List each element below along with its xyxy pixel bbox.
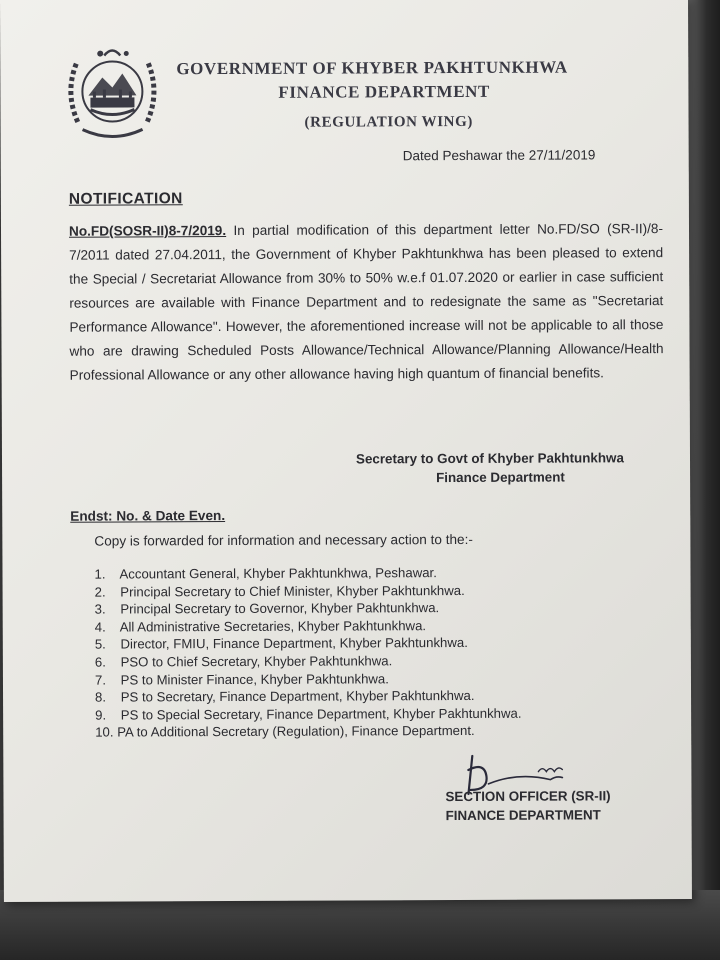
letterhead-department: FINANCE DEPARTMENT [278,81,490,102]
copy-forward-line: Copy is forwarded for information and necessary action to the:- [94,531,473,549]
list-item: 7. PS to Minister Finance, Khyber Pakhtunkhwa. [94,670,389,688]
list-item: 1. Accountant General, Khyber Pakhtunkhwa, Peshawar. [94,565,437,582]
letterhead-government: GOVERNMENT OF KHYBER PAKHTUNKHWA [176,57,568,79]
government-emblem-icon [60,43,164,143]
section-officer-block [445,786,610,825]
letterhead-wing: (REGULATION WING) [304,113,473,131]
list-item: 9. PS to Special Secretary, Finance Department, Khyber Pakhtunkhwa. [95,705,522,723]
list-item: 8. PS to Secretary, Finance Department, Khyber Pakhtunkhwa. [95,688,475,705]
list-item: 6. PSO to Chief Secretary, Khyber Pakhtunkhwa. [94,653,393,670]
date-line: Dated Peshawar the 27/11/2019 [402,147,596,164]
list-item: 5. Director, FMIU, Finance Department, Khyber Pakhtunkhwa. [94,635,468,652]
secretary-signature-block [356,448,624,487]
reference-number: No.FD(SOSR-II)8-7/2019. [68,223,227,239]
secretary-department: Finance Department [436,469,565,486]
list-item: 10. PA to Additional Secretary (Regulation), Finance Department. [95,723,475,740]
list-item: 3. Principal Secretary to Governor, Khyber Pakhtunkhwa. [94,600,440,617]
list-item: 4. All Administrative Secretaries, Khyber Pakhtunkhwa. [94,617,427,635]
body-paragraph: In partial modification of this department letter No.FD/SO (SR-II)/8-7/2011 dated 27.04.2011, the Government of Khyber Pakhtunkhwa has been pleased to extend the Special / Secretariat Allowance from 30% to 50% w.e.f 01.07.2020 or earlier in case sufficient resources are available with Finance Department and to redesignate the same as "Secretariat Performance Allowance". However, the aforementioned increase will not be applicable to all those who are drawing Scheduled Posts Allowance/Technical Allowance/Planning Allowance/Health Professional Allowance or any other allowance having high quantum of financial benefits. [69,221,664,383]
distribution-list [94,564,521,742]
endorsement-line: Endst: No. & Date Even. [70,508,226,524]
section-officer-title: SECTION OFFICER (SR-II) [445,788,611,805]
secretary-title: Secretary to Govt of Khyber Pakhtunkhwa [355,450,624,467]
list-item: 2. Principal Secretary to Chief Minister, Khyber Pakhtunkhwa. [94,582,465,600]
notification-body [69,217,664,388]
section-officer-department: FINANCE DEPARTMENT [445,807,601,824]
notification-heading: NOTIFICATION [68,190,183,208]
